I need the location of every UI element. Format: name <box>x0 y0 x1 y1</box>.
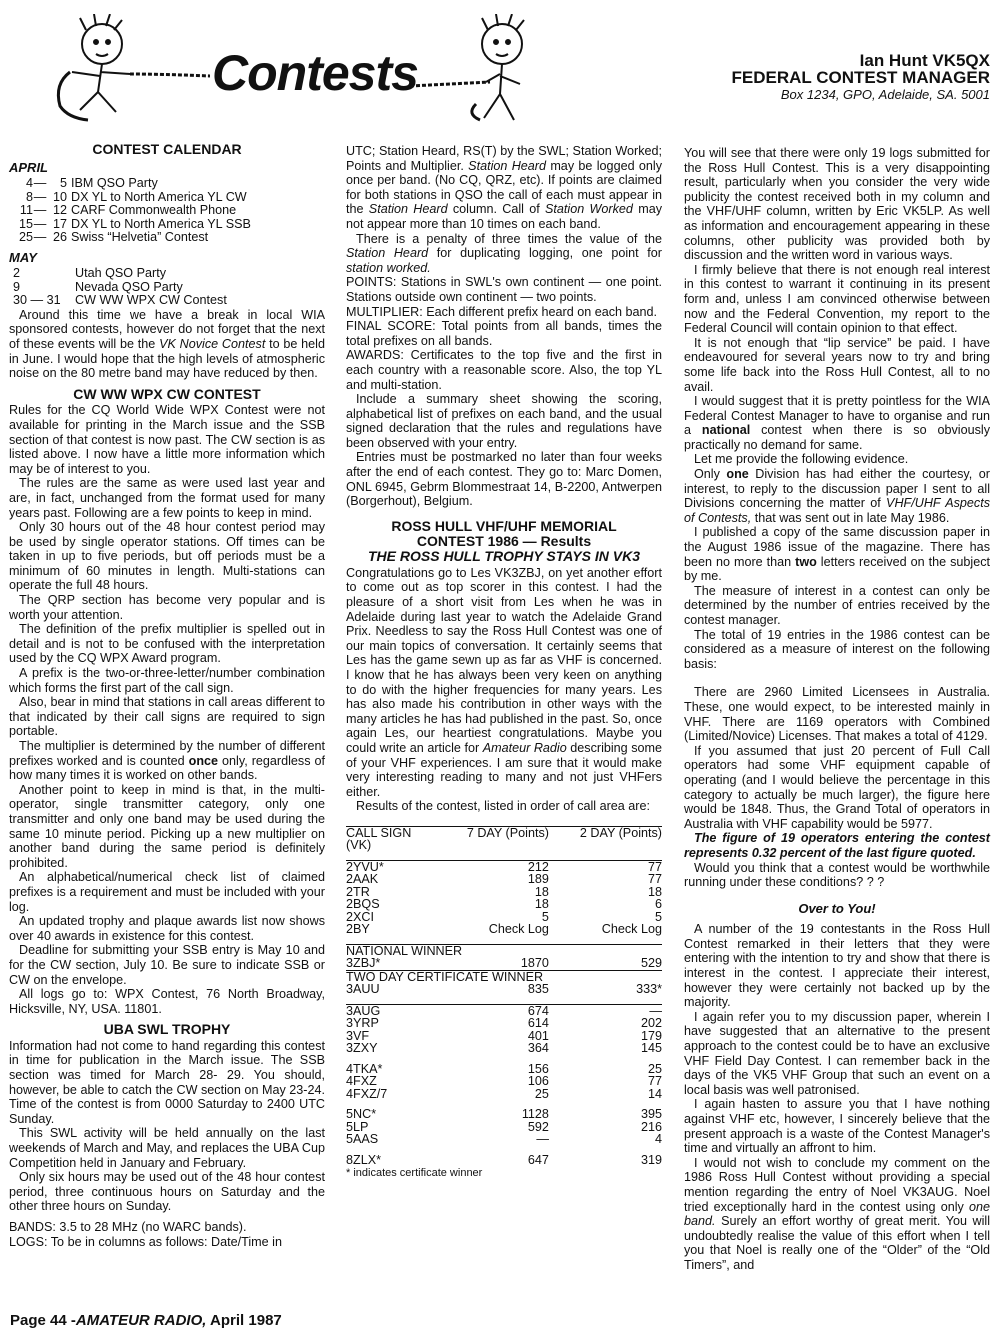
cal-day: 25 <box>18 230 33 245</box>
page-number: Page 44 - <box>10 1312 76 1329</box>
cal-day: 26 <box>52 230 67 245</box>
uba-bands: BANDS: 3.5 to 28 MHz (no WARC bands). <box>9 1220 247 1234</box>
table-row: 5AAS — 4 <box>346 1132 662 1147</box>
cal-day: 12 <box>52 203 67 218</box>
page-footer <box>10 1312 282 1329</box>
cal-day: 15 <box>18 216 33 231</box>
table-row: 2BY Check Log Check Log <box>346 922 662 937</box>
article-paragraph: I would suggest that it is pretty pointless for the WIA Federal Contest Manager to have to organise and run a national contest when there is so obviously practically no demand for same. <box>684 394 990 452</box>
april-calendar: 4 — 5 IBM QSO Party 8 — 10 DX YL to North America YL CW 11 — 12 CARF Commonwealth Phone 15 — 17 DX YL to North America YL SSB 25 — 26 Swiss “Helvetia” Contest <box>13 177 325 245</box>
col-header-7day: 7 DAY (Points) <box>436 826 549 852</box>
page-header <box>0 0 1000 130</box>
contest-manager-block <box>732 52 990 103</box>
cal-day: 4 <box>25 176 33 191</box>
col-header-callsign: CALL SIGN (VK) <box>346 826 436 852</box>
cal-event: CARF Commonwealth Phone <box>71 203 237 218</box>
article-paragraph: I again hasten to assure you that I have nothing against VHF etc, however, I sincerely believe that the present approach is a waste of the Contest Manager's time and virtually an affront to him. <box>684 1097 990 1156</box>
page-title: Contests <box>212 45 418 101</box>
wpx-paragraph: The QRP section has become very popular and is worth your attention. <box>9 593 325 622</box>
cartoon-mascot-left-icon <box>40 14 210 126</box>
cal-event: IBM QSO Party <box>71 176 158 191</box>
cal-event: DX YL to North America YL SSB <box>71 216 251 231</box>
article-paragraph: I firmly believe that there is not enough real interest in this contest to warrant it continuing in its present form and, unless I am convinced otherwise between now and the Federal Convention, my report to the Federal Council will contain opinion to that effect. <box>684 262 990 336</box>
table-row: 5LP 592 216 <box>346 1119 662 1134</box>
uba-logs: LOGS: To be in columns as follows: Date/Time in <box>9 1234 282 1249</box>
cal-day: 8 <box>25 189 33 204</box>
col-header-2day: 2 DAY (Points) <box>549 826 662 852</box>
cal-day: 2 <box>13 266 21 281</box>
manager-role: FEDERAL CONTEST MANAGER <box>731 68 990 87</box>
wpx-paragraph: The multiplier is determined by the number of different prefixes worked and is counted once only, regardless of how many times it is worked on other bands. <box>9 739 325 783</box>
table-row: 3ZXY 364 145 <box>346 1041 662 1056</box>
article-paragraph: The measure of interest in a contest can only be determined by the number of entries received by the contest manager. <box>684 583 990 627</box>
cal-event: Utah QSO Party <box>75 266 166 281</box>
wpx-paragraph: The rules are the same as were used last year and are, in fact, unchanged from the format used for many years past. Following are a few points to keep in mind. <box>9 476 325 520</box>
table-row: 2TR 18 18 <box>346 884 662 899</box>
table-row: 3YRP 614 202 <box>346 1016 662 1031</box>
may-calendar <box>13 267 325 308</box>
table-row: 3AUU 835 333* <box>346 982 662 997</box>
ross-hull-heading: ROSS HULL VHF/UHF MEMORIAL CONTEST 1986 — Results THE ROSS HULL TROPHY STAYS IN VK3 <box>367 517 640 564</box>
table-row: 2AAK 189 77 <box>346 872 662 887</box>
uba-final-score: FINAL SCORE: Total points from all bands, times the total prefixes on all bands. <box>346 319 662 348</box>
article-paragraph: Let me provide the following evidence. <box>694 452 909 467</box>
article-paragraph: Only one Division has had either the courtesy, or interest, to reply to the discussion paper I sent to all Divisions concerning the matter of VHF/UHF Aspects of Contests, that was sent out in late May 1986. <box>684 467 990 525</box>
article-paragraph: It is not enough that “lip service” be paid. I have endeavoured for several years now to try and bring some life back into the Ross Hull Contest, all to no avail. <box>684 335 990 394</box>
uba-paragraph: UTC; Station Heard, RS(T) by the SWL; Station Worked; Points and Multiplier. Station Heard may be logged only once per band. (No CQ, QRZ, etc). If points are claimed for both stations in QSO the call of each must appear in the Station Heard column. Call of Station Worked may not appear more than 10 times on each band. <box>346 144 662 231</box>
ross-hull-paragraph: Results of the contest, listed in order of call area are: <box>356 799 651 814</box>
table-row: 4TKA* 156 25 <box>346 1061 662 1076</box>
manager-name: Ian Hunt VK5QX <box>859 51 990 70</box>
article-paragraph: Would you think that a contest would be worthwhile running under these conditions? ? ? <box>684 860 990 890</box>
results-table <box>346 826 662 1167</box>
table-row: 4FXZ/7 25 14 <box>346 1086 662 1101</box>
wpx-paragraph: An updated trophy and plaque awards list now shows over 40 awards in existence for this contest. <box>9 914 325 943</box>
uba-paragraph: This SWL activity will be held annually on the last weekends of March and May, and replaces the UBA Cup Competition held in January and February. <box>9 1126 325 1170</box>
april-label: APRIL <box>9 159 48 175</box>
cal-event: Nevada QSO Party <box>75 279 183 294</box>
cal-day: 30 — 31 <box>13 293 61 308</box>
wpx-paragraph: Only 30 hours out of the 48 hour contest period may be used by single operator stations. Off times can be taken in up to five periods, but off periods must be a minimum of 60 minutes in length. Multi-stations can operate the full 48 hours. <box>9 520 325 593</box>
article-paragraph: I would not wish to conclude my comment on the 1986 Ross Hull Contest without providing a special mention regarding the entry of Noel VK3AUG. Noel tried exceptionally hard in the contest using only one band. Surely an effort worthy of great merit. You will undoubtedly realise the value of this effort when I tell you that Noel is really one of the “Older” of the “Old Timers”, and <box>684 1155 990 1272</box>
table-row: 2YVU* 212 77 <box>346 859 662 874</box>
may-label: MAY <box>9 249 37 265</box>
wpx-paragraph: All logs go to: WPX Contest, 76 North Broadway, Hicksville, NY, USA. 11801. <box>9 987 325 1016</box>
uba-points: POINTS: Stations in SWL's own continent — one point. Stations outside own continent — two points. <box>346 275 662 304</box>
uba-multiplier: MULTIPLIER: Each different prefix heard on each band. <box>346 304 658 319</box>
cal-day: 9 <box>13 279 21 294</box>
cal-event: CW WW WPX CW Contest <box>75 293 227 308</box>
cal-day: 5 <box>59 176 67 191</box>
manager-address: Box 1234, GPO, Adelaide, SA. 5001 <box>780 87 990 102</box>
cartoon-mascot-right-icon <box>410 14 540 126</box>
uba-paragraph: Include a summary sheet showing the scoring, alphabetical list of prefixes on each band, and the usual signed declaration that the rules and regulations have been observed with your entry. <box>346 392 662 450</box>
article-paragraph: If you assumed that just 20 percent of Full Call operators had some VHF equipment capable of operating (and I would believe the percentage in this category to actually be much larger), the figure here would be 1848. Thus, the Grand Total of operators in Australia with VHF capability would be 5977. <box>684 743 990 831</box>
wpx-paragraph: Another point to keep in mind is that, in the multi-operator, single transmitter category, only one transmitter and only one band may be used during the same 10 minute period. Picking up a new multiplier on another band during the same period is definitely prohibited. <box>9 782 325 870</box>
table-row: 2XCI 5 5 <box>346 909 662 924</box>
article-paragraph: The total of 19 entries in the 1986 contest can be considered as a measure of interest on the following basis: <box>684 627 990 671</box>
wpx-paragraph: Deadline for submitting your SSB entry is May 10 and for the CW section, July 10. Be sure to indicate SSB or CW on the envelope. <box>9 943 325 987</box>
column-2 <box>346 144 662 1181</box>
wpx-paragraph: Rules for the CQ World Wide WPX Contest were not available for printing in the March issue and the SSB section of that contest is now past. The CW section is as listed above. I now have a little more information which may be of interest to you. <box>9 403 325 476</box>
uba-paragraph: Entries must be postmarked no later than four weeks after the end of each contest. They go to: Marc Domen, ONL 6945, Gebrm Blommestraat 14, B-2200, Antwerpen (Borgerhout), Belgium. <box>346 450 662 509</box>
article-paragraph: The figure of 19 operators entering the contest represents 0.32 percent of the last figure quoted. <box>684 831 990 860</box>
ross-hull-paragraph: Congratulations go to Les VK3ZBJ, on yet another effort to come out as top scorer in this contest. I had the pleasure of a short visit from Les when he was in Adelaide during last year to watch the Adelaide Grand Prix. Needless to say the Ross Hull Contest was one of our main topics of conversation. It certainly seems that Les has the game sewn up as far as VHF is concerned. I know that he has always been very keen on anything to do with the higher frequencies for many years. Les has also made his contribution in other ways with the many articles he has had published in the past. So, once again Les, our heartiest congratulations. Maybe you could write an article for Amateur Radio describing some of your VHF experiences. I am sure that it would make very interesting reading to many and not just VHFers either. <box>346 565 663 799</box>
uba-paragraph: There is a penalty of three times the value of the Station Heard for duplicating logging, one point for station worked. <box>346 231 662 275</box>
article-paragraph: There are 2960 Limited Licensees in Australia. These, one would expect, to be interested mainly in VHF. There are 1169 operators with Combined (Limited/Novice) Licenses. That makes a total of 4129. <box>684 685 990 744</box>
table-row: 5NC* 1128 395 <box>346 1107 662 1122</box>
wpx-paragraph: An alphabetical/numerical check list of claimed prefixes is a requirement and must be included with your log. <box>9 870 325 914</box>
uba-paragraph: Information had not come to hand regarding this contest in time for publication in the March issue. The SSB section was timed for March 28- 29. You should, however, be able to catch the CW section on May 23-24. Time of the contest is from 0000 Saturday to 2400 UTC Sunday. <box>9 1038 325 1126</box>
national-winner-label: NATIONAL WINNER <box>346 944 662 957</box>
wpx-paragraph: Also, bear in mind that stations in call areas different to that indicated by their call signs are required to sign portable. <box>9 695 325 739</box>
issue-date: April 1987 <box>210 1312 282 1329</box>
table-row: 2BQS 18 6 <box>346 897 662 912</box>
table-row: 3VF 401 179 <box>346 1028 662 1043</box>
cal-event: Swiss “Helvetia” Contest <box>71 230 209 245</box>
table-row: 8ZLX* 647 319 <box>346 1152 662 1167</box>
article-paragraph: You will see that there were only 19 logs submitted for the Ross Hull Contest. This is a very disappointing result, particularly when you consider the very wide publicity the contest received both in my column and the VHF/UHF column, written by Eric VK5LP. As well as information and encouragement appearing in these columns, other publicity was provided both by discussion and the written word in various ways. <box>684 146 990 263</box>
cal-event: DX YL to North America YL CW <box>71 189 247 204</box>
two-day-winner-label: TWO DAY CERTIFICATE WINNER <box>346 970 662 983</box>
wpx-heading: CW WW WPX CW CONTEST <box>73 385 261 402</box>
cal-day: 17 <box>52 216 67 231</box>
table-row: 3ZBJ* 1870 529 <box>346 956 662 971</box>
column-1 <box>9 136 325 1249</box>
uba-heading: UBA SWL TROPHY <box>103 1021 231 1038</box>
intro-paragraph: Around this time we have a break in local WIA sponsored contests, however do not forget that the next of these events will be the VK Novice Contest to be held in June. I would hope that the high levels of atmospheric noise on the 80 metre band may have reduced by then. <box>9 307 325 381</box>
uba-awards: AWARDS: Certificates to the top five and the first in each country with a reasonable score. Also, the top YL and multi-station. <box>346 348 662 392</box>
wpx-paragraph: The definition of the prefix multiplier is spelled out in detail and is not to be confused with the interpretation used by the CQ WPX Award program. <box>9 622 325 666</box>
article-paragraph: I again refer you to my discussion paper, wherein I have suggested that an alternative to the present approach to the contest could be to have an exclusive VHF Field Day Contest. I can remember back in the days of the VK5 VHF Group that such an event on a local basis was well patronised. <box>684 1009 990 1097</box>
article-paragraph: A number of the 19 contestants in the Ross Hull Contest remarked in their letters that they were entering with the intention to try and show that there is interest in the contest. I appreciate their interest, however they were certainly not backed up by the majority. <box>684 922 990 1010</box>
article-paragraph: I published a copy of the same discussion paper in the August 1986 issue of the magazine. There has been no more than two letters received on the subject by me. <box>684 525 990 584</box>
cal-day: 10 <box>52 189 67 204</box>
cal-day: 11 <box>19 203 33 218</box>
certificate-note: * indicates certificate winner <box>346 1167 483 1180</box>
magazine-name: AMATEUR RADIO, <box>75 1312 207 1329</box>
over-to-you-heading: Over to You! <box>798 900 876 916</box>
column-3 <box>684 146 990 1273</box>
table-row: 4FXZ 106 77 <box>346 1074 662 1089</box>
wpx-paragraph: A prefix is the two-or-three-letter/number combination which forms the first part of the call sign. <box>9 666 325 695</box>
contest-calendar-heading: CONTEST CALENDAR <box>92 141 242 157</box>
table-row: 3AUG 674 — <box>346 1003 662 1018</box>
uba-paragraph: Only six hours may be used out of the 48 hour contest period, three continuous hours on Saturday and the other three hours on Sunday. <box>9 1170 325 1214</box>
